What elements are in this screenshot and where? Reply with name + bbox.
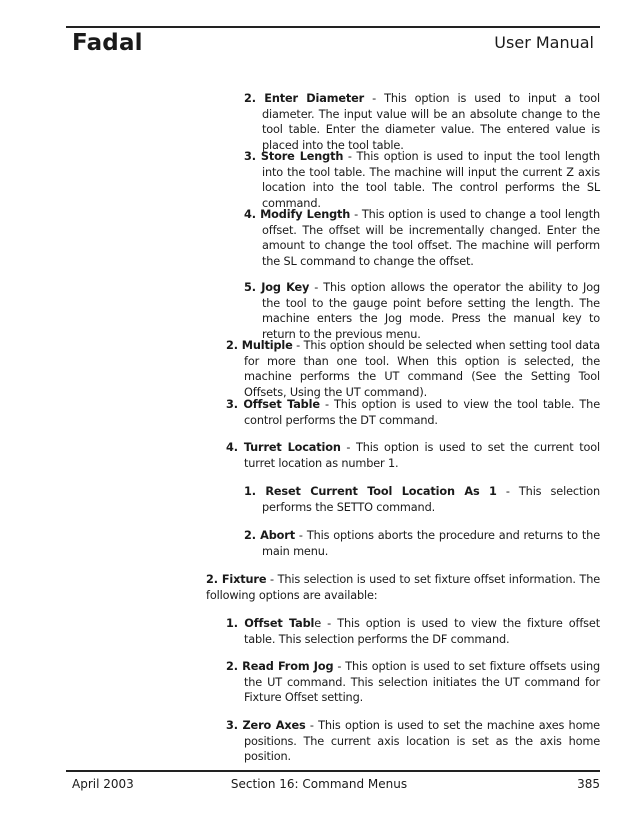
item-text: - This option is used to view the tool table. The control performs the DT command. <box>244 398 600 427</box>
item-text: - This option is used to set the current tool turret location as number 1. <box>244 441 601 470</box>
item-lead: 1. Reset Current Tool Location As 1 <box>244 485 497 498</box>
item-text: - This option should be selected when setting tool data for more than one tool. When this option is selected, the machine performs the UT command (See the Setting Tool Offsets, Using the UT command). <box>244 339 600 399</box>
brand-name: Fadal <box>72 30 143 56</box>
item-fixture-offset-table <box>226 616 601 647</box>
item-read-from-jog <box>226 659 600 706</box>
item-enter-diameter <box>244 91 600 153</box>
footer-rule <box>66 770 600 772</box>
header-rule <box>66 26 600 28</box>
item-lead: 2. Multiple <box>226 339 293 352</box>
item-turret-location <box>226 440 601 471</box>
item-lead: 1. Offset Tabl <box>226 617 315 630</box>
item-text: - This option allows the operator the ability to Jog the tool to the gauge point before setting the length. The machine enters the Jog mode. Press the manual key to return to the previous menu. <box>262 281 601 341</box>
item-lead: 5. Jog Key <box>244 281 310 294</box>
item-text: - This options aborts the procedure and returns to the main menu. <box>262 529 600 558</box>
item-lead: 4. Turret Location <box>226 441 341 454</box>
item-lead: 2. Abort <box>244 529 295 542</box>
item-text: - This selection is used to set fixture offset information. The following options are available: <box>206 573 600 602</box>
item-text: e - This option is used to view the fixture offset table. This selection performs the DF command. <box>244 617 601 646</box>
footer-section: Section 16: Command Menus <box>230 777 408 791</box>
item-store-length <box>244 149 600 211</box>
footer-date: April 2003 <box>72 777 134 791</box>
item-lead: 3. Zero Axes <box>226 719 306 732</box>
item-fixture <box>206 572 600 603</box>
item-zero-axes <box>226 718 600 765</box>
item-text: - This option is used to change a tool length offset. The offset will be incrementally changed. Enter the amount to change the tool offset. The machine will perform the SL command to change the offset. <box>262 208 600 268</box>
page-number: 385 <box>577 777 600 791</box>
item-text: - This selection performs the SETTO command. <box>262 485 600 514</box>
item-lead: 4. Modify Length <box>244 208 351 221</box>
item-offset-table <box>226 397 600 428</box>
item-reset-current <box>244 484 600 515</box>
item-text: - This option is used to set the machine axes home positions. The current axis location is set as the axis home position. <box>244 719 600 763</box>
item-text: - This option is used to set fixture offsets using the UT command. This selection initiates the UT command for Fixture Offset setting. <box>244 660 600 704</box>
item-abort <box>244 528 600 559</box>
item-multiple <box>226 338 600 400</box>
item-text: - This option is used to input the tool length into the tool table. The machine will input the current Z axis location into the tool table. The control performs the SL command. <box>262 150 600 210</box>
item-lead: 2. Fixture <box>206 573 267 586</box>
item-lead: 2. Enter Diameter <box>244 92 365 105</box>
item-text: - This option is used to input a tool diameter. The input value will be an absolute change to the tool table. Enter the diameter value. The entered value is placed into the tool table. <box>262 92 600 152</box>
manual-title: User Manual <box>494 33 594 52</box>
item-lead: 3. Offset Table <box>226 398 320 411</box>
item-lead: 2. Read From Jog <box>226 660 334 673</box>
item-lead: 3. Store Length <box>244 150 344 163</box>
item-jog-key <box>244 280 601 342</box>
item-modify-length <box>244 207 600 269</box>
